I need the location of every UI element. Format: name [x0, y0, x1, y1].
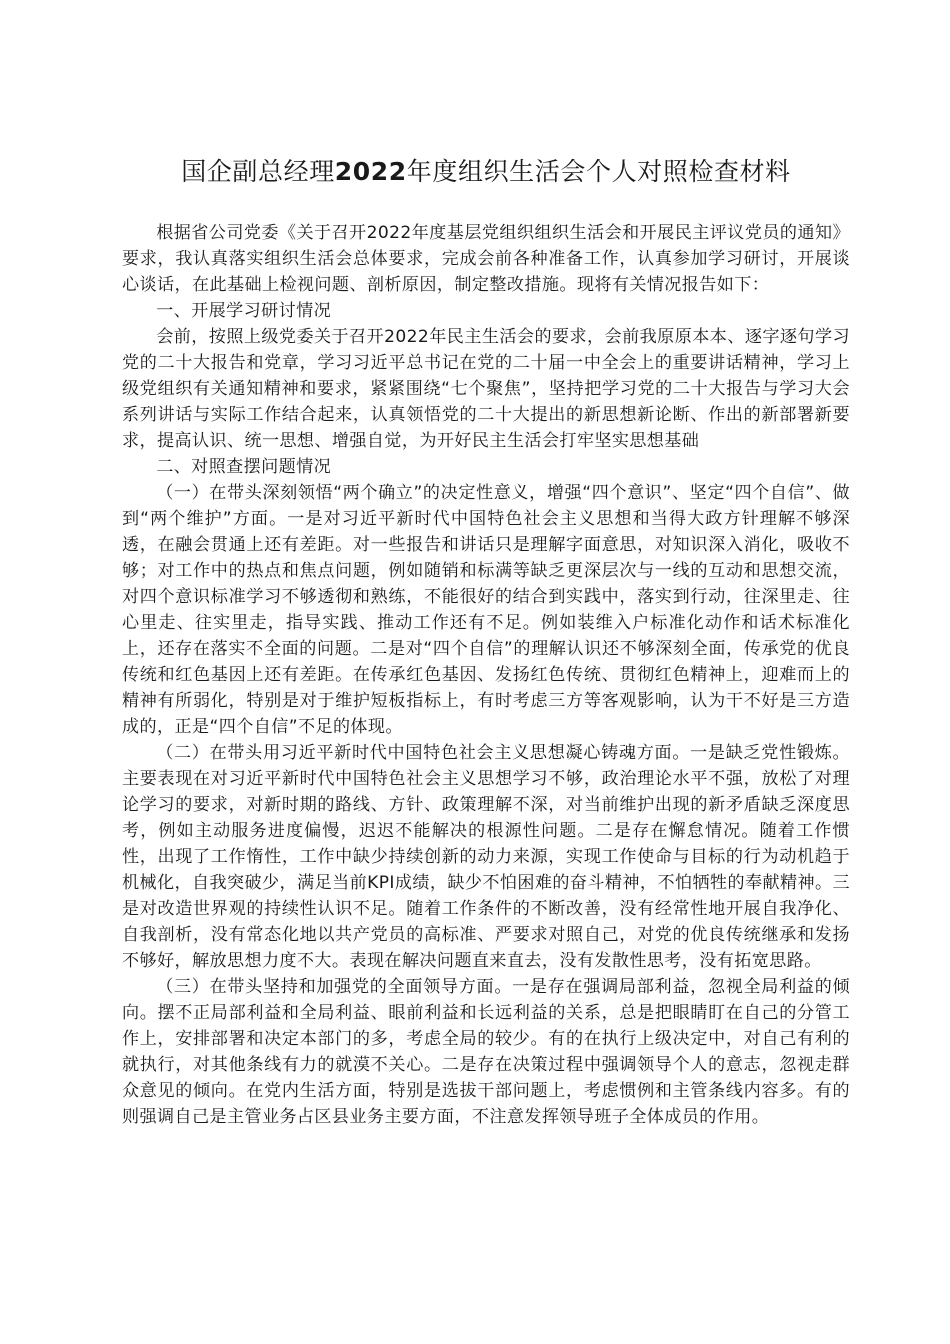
- intro-paragraph: 根据省公司党委《关于召开2022年度基层党组织组织生活会和开展民主评议党员的通知》要求，我认真落实组织生活会总体要求，完成会前各种准备工作，认真参加学习研讨，开展谈心谈话，在此基础上检视问题、剖析原因，制定整改措施。现将有关情况报告如下：: [122, 223, 850, 295]
- problem-paragraph-3: （三）在带头坚持和加强党的全面领导方面。一是存在强调局部利益，忽视全局利益的倾向。摆不正局部利益和全局利益、眼前利益和长远利益的关系，总是把眼睛盯在自己的分管工作上，安排部署和决定本部门的多，考虑全局的较少。有的在执行上级决定中，对自己有利的就执行，对其他条线有力的就漠不关心。二是存在决策过程中强调领导个人的意志，忽视走群众意见的倾向。在党内生活方面，特别是选拔干部问题上，考虑惯例和主管条线内容多。有的则强调自己是主管业务占区县业务主要方面，不注意发挥领导班子全体成员的作用。: [122, 977, 850, 1127]
- title-prefix: 国企副总经理: [181, 157, 335, 186]
- study-paragraph: 会前，按照上级党委关于召开2022年民主生活会的要求，会前我原原本本、逐字逐句学习党的二十大报告和党章，学习习近平总书记在党的二十届一中全会上的重要讲话精神，学习上级党组织有关通知精神和要求，紧紧围绕“七个聚焦”，坚持把学习党的二十大报告与学习大会系列讲话与实际工作结合起来，认真领悟党的二十大提出的新思想新论断、作出的新部署新要求，提高认识、统一思想、增强自觉，为开好民主生活会打牢坚实思想基础: [122, 327, 850, 451]
- problem-paragraph-2: （二）在带头用习近平新时代中国特色社会主义思想凝心铸魂方面。一是缺乏党性锻炼。主要表现在对习近平新时代中国特色社会主义思想学习不够，政治理论水平不强，放松了对理论学习的要求，对新时期的路线、方针、政策理解不深，对当前维护出现的新矛盾缺乏深度思考，例如主动服务进度偏慢，迟迟不能解决的根源性问题。二是存在懈怠情况。随着工作惯性，出现了工作惰性，工作中缺少持续创新的动力来源，实现工作使命与目标的行为动机趋于机械化，自我突破少，满足当前KPI成绩，缺少不怕困难的奋斗精神，不怕牺牲的奉献精神。三是对改造世界观的持续性认识不足。随着工作条件的不断改善，没有经常性地开展自我净化、自我剖析，没有常态化地以共产党员的高标准、严要求对照自己，对党的优良传统继承和发扬不够好，解放思想力度不大。表现在解决问题直来直去，没有发散性思考，没有拓宽思路。: [122, 743, 850, 971]
- title-year: 2022: [334, 157, 407, 186]
- problem-paragraph-1: （一）在带头深刻领悟“两个确立”的决定性意义，增强“四个意识”、坚定“四个自信”、做到“两个维护”方面。一是对习近平新时代中国特色社会主义思想和当得大政方针理解不够深透，在融会贯通上还有差距。对一些报告和讲话只是理解字面意思，对知识深入消化，吸收不够；对工作中的热点和焦点问题，例如随销和标满等缺乏更深层次与一线的互动和思想交流，对四个意识标准学习不够透彻和熟练，不能很好的结合到实践中，落实到行动，往深里走、往心里走、往实里走，指导实践、推动工作还有不足。例如装维入户标准化动作和话术标准化上，还存在落实不全面的问题。二是对“四个自信”的理解认识还不够深刻全面，传承党的优良传统和红色基因上还有差距。在传承红色基因、发扬红色传统、贯彻红色精神上，迎难而上的精神有所弱化，特别是对于维护短板指标上，有时考虑三方等客观影响，认为干不好是三方造成的，正是“四个自信”不足的体现。: [122, 483, 850, 737]
- document-page: [122, 150, 850, 1130]
- section-heading-study: 一、开展学习研讨情况: [156, 301, 332, 321]
- document-title: [122, 150, 850, 194]
- title-suffix: 年度组织生活会个人对照检查材料: [406, 157, 791, 186]
- section-heading-problems: 二、对照查摆问题情况: [156, 457, 332, 477]
